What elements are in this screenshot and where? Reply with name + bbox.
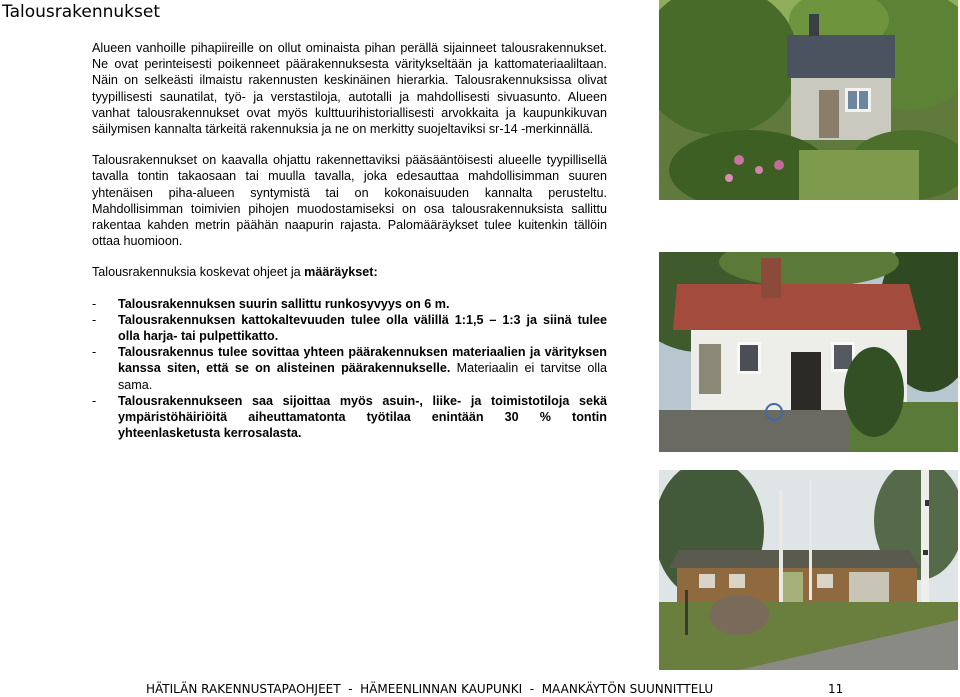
list-dash: - (92, 393, 97, 408)
photo-grey-outbuilding (659, 0, 958, 200)
requirements-intro-bold: määräykset: (304, 265, 378, 280)
requirement-item (92, 344, 607, 393)
requirements-intro (92, 264, 607, 280)
list-dash: - (92, 312, 97, 327)
requirement-bold: Talousrakennus tulee sovittaa yhteen päärakennuksen materiaalien ja värityksen kanssa siten, että se on alisteinen päärakennukselle. (118, 345, 607, 376)
requirements-intro-text: Talousrakennuksia koskevat ohjeet ja (92, 265, 305, 280)
requirement-bold: Talousrakennuksen kattokaltevuuden tulee olla välillä 1:1,5 – 1:3 ja siinä tulee olla harja- tai pulpettikatto. (118, 312, 607, 344)
photo-white-outbuilding (659, 252, 958, 452)
requirement-item (92, 296, 607, 312)
requirement-normal: Materiaalin ei tarvitse olla sama. (118, 361, 608, 392)
page-number: 11 (828, 682, 844, 696)
requirement-item (92, 393, 607, 442)
list-dash: - (92, 296, 97, 311)
list-dash: - (92, 345, 97, 360)
requirement-bold: Talousrakennukseen saa sijoittaa myös asuin-, liike- ja toimistotiloja sekä ympäristöhäiriöitä aiheuttamatonta työtilaa enintään 30 % tontin yhteenlasketusta kerrosalasta. (118, 393, 607, 441)
footer-text: HÄTILÄN RAKENNUSTAPAOHJEET - HÄMEENLINNAN KAUPUNKI - MAANKÄYTÖN SUUNNITTELU (146, 682, 714, 696)
paragraph-placement: Talousrakennukset on kaavalla ohjattu rakennettaviksi pääsääntöisesti alueelle tyypillisellä tavalla tontin takaosaan tai muulla tavalla, joka edesauttaa mahdollisimman suuren yhtenäisen piha-alueen syntymistä tai on kokonaisuuden kannalta perusteltu. Mahdollisimman toimivien pihojen muodostamiseksi on osa talousrakennuksista sallittu rakentaa kahden metrin päähän naapurin rajasta. Palomääräykset tulee kuitenkin tällöin ottaa huomioon. (92, 153, 607, 249)
requirement-item (92, 312, 607, 344)
requirement-bold: Talousrakennuksen suurin sallittu runkosyvyys on 6 m. (118, 296, 450, 311)
requirements-list (92, 296, 607, 442)
body-text (92, 40, 607, 441)
photo-brown-outbuilding (659, 470, 958, 670)
paragraph-history: Alueen vanhoille pihapiireille on ollut ominaista pihan perällä sijainneet talousrakennukset. Ne ovat perinteisesti poikenneet päärakennuksesta väritykseltään ja kattomateriaaliltaan. Näin on selkeästi ilmaistu rakennusten keskinäinen hierarkia. Talousrakennuksissa olivat tyypillisesti saunatilat, työ- ja verstastiloja, autotalli ja mahdollisesti sivuasunto. Alueen vanhat talousrakennukset ovat myös kulttuurihistoriallisesti arvokkaita ja kaupunkikuvan säilymisen kannalta tärkeitä rakennuksia ja ne on merkitty suojeltaviksi sr-14 -merkinnällä. (92, 41, 607, 137)
page-title: Talousrakennukset (2, 2, 160, 22)
